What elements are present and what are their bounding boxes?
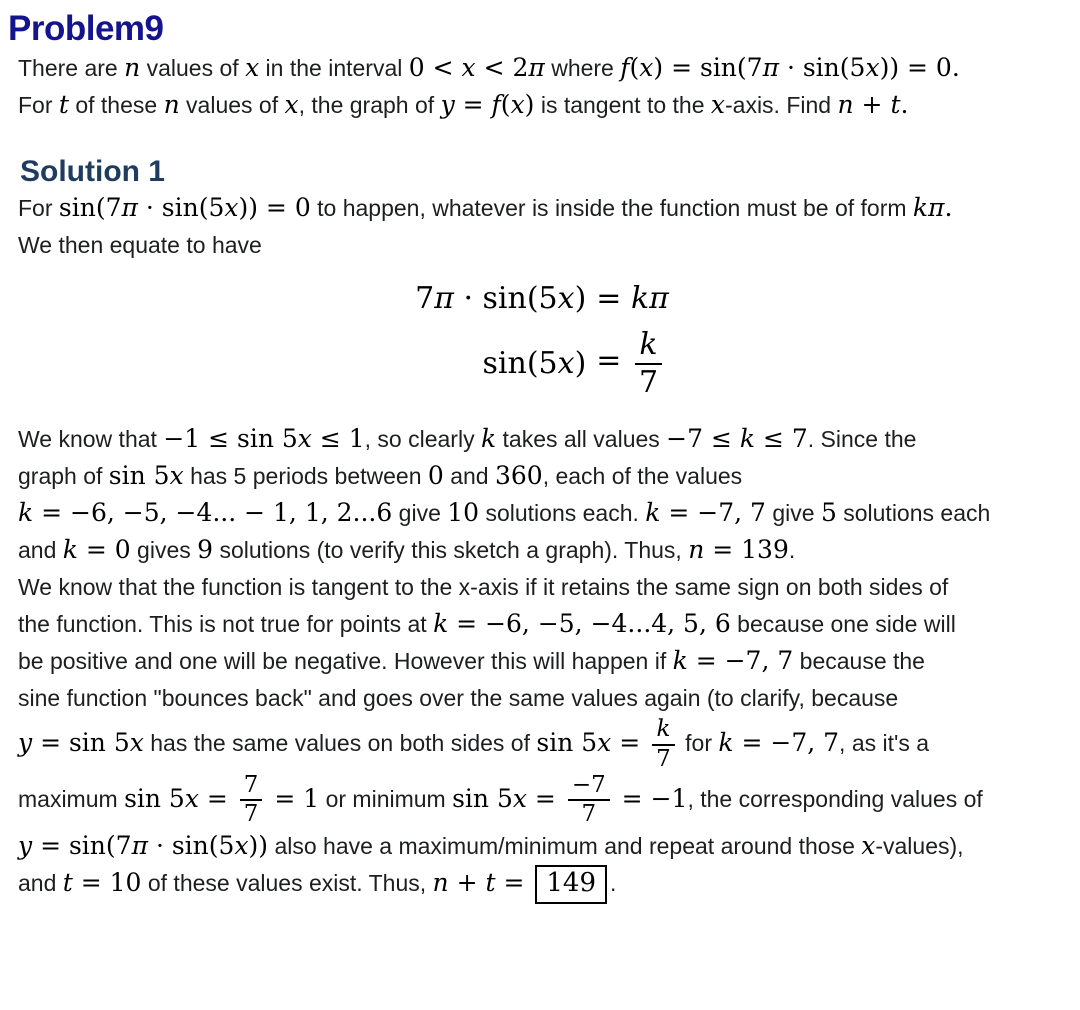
text-run: solutions each. — [479, 500, 646, 527]
math-italic: x — [557, 345, 575, 381]
text-run: maximum — [18, 785, 125, 812]
math-upright: = 10 — [72, 868, 142, 898]
math-upright: sin(5 — [482, 345, 558, 381]
math-upright: < 2 — [475, 53, 529, 82]
text-run: of these — [68, 92, 164, 118]
math-upright: sin 5 — [124, 783, 185, 813]
math-upright: . — [944, 193, 953, 222]
equation1-lhs — [415, 281, 587, 316]
math-upright: ≤ 1 — [311, 424, 365, 454]
text-run: to happen, whatever is inside the function must be of form — [310, 195, 913, 221]
text-run: , the corresponding values of — [687, 785, 983, 812]
fraction-numerator: −7 — [571, 771, 606, 798]
math-upright: = −7, 7 — [733, 728, 840, 758]
text-run: and — [18, 870, 63, 897]
math-upright: 7 — [415, 281, 435, 316]
math-run — [452, 771, 688, 828]
math-upright: 0 — [427, 461, 444, 491]
math-italic: k — [433, 609, 449, 639]
fraction-numerator: k — [639, 327, 658, 362]
math-upright: · sin(5 — [453, 281, 558, 316]
math-italic: π — [121, 193, 138, 222]
math-upright: ( — [500, 90, 511, 119]
math-italic: x — [169, 461, 184, 491]
math-run — [861, 833, 875, 859]
math-upright: = −7, 7 — [660, 498, 766, 528]
math-italic: f — [620, 53, 630, 82]
display-equations — [18, 281, 1066, 400]
math-italic: x — [297, 424, 312, 454]
math-run — [124, 55, 140, 81]
text-run: There are — [18, 55, 125, 81]
text-run: , the graph of — [298, 92, 441, 118]
math-upright: = — [526, 783, 564, 813]
text-run: also have a maximum/minimum and repeat around those — [268, 833, 862, 860]
math-run — [18, 500, 392, 526]
math-run — [596, 327, 666, 400]
equation1-rhs — [596, 281, 669, 316]
math-upright: = 1 — [266, 783, 320, 813]
math-upright: ) = sin(7 — [653, 53, 763, 82]
text-run: graph of — [18, 463, 109, 490]
math-upright: )) — [248, 831, 269, 861]
solution-intro-paragraph — [18, 190, 1066, 264]
math-upright: · sin(5 — [779, 53, 866, 82]
math-upright: = — [611, 728, 649, 758]
math-upright: ( — [629, 53, 640, 82]
math-run — [59, 92, 69, 118]
math-italic: k — [739, 424, 756, 454]
math-italic: π — [434, 281, 454, 316]
math-italic: t — [485, 868, 496, 898]
solution-heading: Solution 1 — [20, 155, 165, 188]
math-run — [164, 92, 180, 118]
math-run — [596, 281, 669, 316]
math-upright: −7 ≤ — [666, 424, 740, 454]
math-upright: ) — [574, 281, 587, 316]
text-run: for — [678, 730, 719, 757]
math-upright: sin(7 — [58, 193, 122, 222]
text-run: has the same values on both sides of — [143, 730, 537, 757]
text-run: solutions each — [836, 500, 991, 527]
math-run — [481, 426, 496, 452]
math-italic: y — [440, 90, 455, 119]
text-run: solutions (to verify this sketch a graph). Thus, — [213, 537, 689, 564]
math-italic: n — [432, 868, 449, 898]
math-run — [718, 730, 839, 756]
math-italic: x — [129, 728, 144, 758]
math-run — [688, 537, 789, 563]
math-italic: k — [18, 498, 34, 528]
math-upright: sin 5 — [108, 461, 170, 491]
math-run — [711, 92, 725, 118]
math-italic: π — [762, 53, 780, 82]
math-run — [433, 611, 731, 637]
math-run — [432, 868, 610, 899]
math-italic: kπ — [912, 193, 945, 222]
math-upright: = — [495, 868, 533, 898]
text-run: because the — [793, 648, 925, 675]
text-run: give — [765, 500, 821, 527]
math-italic: x — [639, 53, 654, 82]
text-run: takes all values — [496, 426, 667, 453]
math-upright: = — [596, 281, 631, 316]
math-italic: x — [512, 783, 527, 813]
math-italic: t — [890, 90, 901, 119]
math-italic: k — [62, 535, 78, 565]
text-run: For — [18, 92, 59, 118]
text-run: . Since the — [807, 426, 917, 453]
math-upright: 10 — [447, 498, 480, 528]
math-upright: sin 5 — [452, 783, 513, 813]
math-upright: = — [198, 783, 236, 813]
math-upright: = 0 — [77, 535, 131, 565]
math-italic: n — [163, 90, 180, 119]
math-run — [620, 55, 960, 81]
math-upright: 9 — [197, 535, 214, 565]
text-run: in the interval — [259, 55, 409, 81]
math-upright: + — [448, 868, 486, 898]
math-upright: sin 5 — [536, 728, 598, 758]
math-italic: x — [284, 90, 299, 119]
math-run — [482, 345, 587, 381]
math-run — [18, 833, 268, 859]
text-run: where — [544, 55, 621, 81]
fraction-denominator: 7 — [652, 744, 675, 773]
math-italic: x — [510, 90, 525, 119]
text-run: of these values exist. Thus, — [141, 870, 433, 897]
math-italic: k — [672, 646, 688, 676]
math-upright: · sin(5 — [137, 193, 225, 222]
math-italic: y — [18, 728, 33, 758]
math-italic: k — [480, 424, 497, 454]
text-run: -axis. Find — [725, 92, 838, 118]
text-run: sine function "bounces back" and goes over the same values again (to clarify, because — [18, 685, 899, 712]
fraction-denominator: 7 — [568, 799, 610, 828]
text-run: has 5 periods between — [183, 463, 428, 490]
text-run: values of — [179, 92, 285, 118]
fraction-numerator: 7 — [243, 771, 259, 798]
text-run: gives — [130, 537, 198, 564]
math-upright: = 139 — [704, 535, 789, 565]
math-run — [645, 500, 766, 526]
math-upright: 0 < — [408, 53, 462, 82]
text-run: , each of the values — [542, 463, 743, 490]
problem-statement — [18, 50, 1066, 124]
math-run — [673, 648, 794, 674]
math-run — [285, 92, 299, 118]
math-run — [415, 281, 587, 316]
math-italic: t — [62, 868, 73, 898]
math-upright: = −1 — [613, 783, 688, 813]
equation2-lhs — [415, 345, 587, 381]
text-run: be positive and one will be negative. However this will happen if — [18, 648, 673, 675]
math-italic: k — [718, 728, 734, 758]
math-run — [18, 730, 144, 756]
boxed-answer: 149 — [535, 865, 607, 904]
math-italic: n — [688, 535, 705, 565]
text-run: because one side will — [730, 611, 956, 638]
math-italic: x — [597, 728, 612, 758]
math-run — [245, 55, 259, 81]
math-run — [109, 463, 184, 489]
math-upright: = sin 5 — [32, 728, 130, 758]
math-upright: 5 — [820, 498, 837, 528]
math-upright: · sin(5 — [148, 831, 235, 861]
math-italic: n — [124, 53, 141, 82]
math-italic: x — [710, 90, 725, 119]
math-run — [536, 716, 678, 772]
fraction — [240, 773, 263, 829]
text-run: We know that — [18, 426, 164, 453]
math-italic: t — [58, 90, 69, 119]
math-italic: π — [131, 831, 148, 861]
math-run — [913, 195, 953, 221]
math-run — [59, 195, 311, 221]
math-upright: )) = 0. — [879, 53, 960, 82]
math-italic: x — [461, 53, 476, 82]
math-upright: ) — [524, 90, 535, 119]
math-run — [163, 426, 364, 452]
text-run: -values), — [875, 833, 964, 860]
equation2-rhs — [596, 328, 669, 399]
math-run — [409, 55, 545, 81]
math-run — [447, 500, 479, 526]
math-upright: + — [853, 90, 891, 119]
math-italic: π — [528, 53, 545, 82]
math-italic: x — [234, 831, 249, 861]
text-run: . — [788, 537, 796, 564]
math-upright: = sin(7 — [32, 831, 132, 861]
math-italic: x — [865, 53, 880, 82]
fraction-denominator: 7 — [635, 363, 662, 400]
math-run — [63, 537, 131, 563]
text-run: We then equate to have — [18, 232, 262, 258]
solution-tangency-paragraph — [18, 569, 1066, 904]
math-italic: x — [245, 53, 260, 82]
text-run: give — [392, 500, 448, 527]
math-italic: k — [645, 498, 661, 528]
fraction-denominator: 7 — [240, 799, 263, 828]
math-upright: = — [596, 342, 631, 378]
text-run: the function. This is not true for points at — [18, 611, 434, 638]
math-italic: x — [557, 281, 575, 316]
math-upright: ) — [574, 345, 587, 381]
text-run: is tangent to the — [534, 92, 711, 118]
text-run: and — [443, 463, 495, 490]
math-upright: = — [454, 90, 492, 119]
math-italic: f — [491, 90, 501, 119]
math-upright: )) = 0 — [238, 193, 311, 222]
math-run — [124, 771, 320, 828]
math-run — [63, 870, 142, 896]
fraction — [568, 773, 610, 829]
math-run — [441, 92, 535, 118]
math-upright: −1 ≤ sin 5 — [163, 424, 298, 454]
text-run: For — [18, 195, 59, 221]
text-run: We know that the function is tangent to the x-axis if it retains the same sign on both sides of — [18, 574, 949, 601]
fraction — [652, 717, 675, 773]
math-upright: ≤ 7 — [755, 424, 808, 454]
math-upright: = −6, −5, −4... − 1, 1, 2...6 — [33, 498, 393, 528]
math-upright: 360 — [494, 461, 543, 491]
text-run: or minimum — [319, 785, 453, 812]
math-run — [428, 463, 444, 489]
math-run — [666, 426, 808, 452]
text-run: and — [18, 537, 63, 564]
math-italic: x — [184, 783, 199, 813]
solution-count-paragraph — [18, 421, 1066, 569]
math-italic: x — [861, 831, 876, 861]
fraction — [635, 328, 662, 399]
text-run: , as it's a — [839, 730, 930, 757]
text-run: . — [610, 870, 617, 897]
math-upright: . — [900, 90, 909, 119]
math-upright: = −7, 7 — [687, 646, 794, 676]
math-run — [821, 500, 837, 526]
math-italic: x — [224, 193, 239, 222]
math-italic: n — [837, 90, 854, 119]
math-italic: y — [18, 831, 33, 861]
math-italic: kπ — [630, 281, 669, 316]
text-run: values of — [140, 55, 246, 81]
math-upright: = −6, −5, −4...4, 5, 6 — [448, 609, 731, 639]
problem-title: Problem9 — [8, 9, 164, 48]
aligned-equation-block — [415, 281, 669, 400]
fraction-numerator: k — [656, 716, 671, 743]
text-run: , so clearly — [364, 426, 481, 453]
math-run — [837, 92, 908, 118]
math-run — [495, 463, 543, 489]
math-run — [197, 537, 213, 563]
